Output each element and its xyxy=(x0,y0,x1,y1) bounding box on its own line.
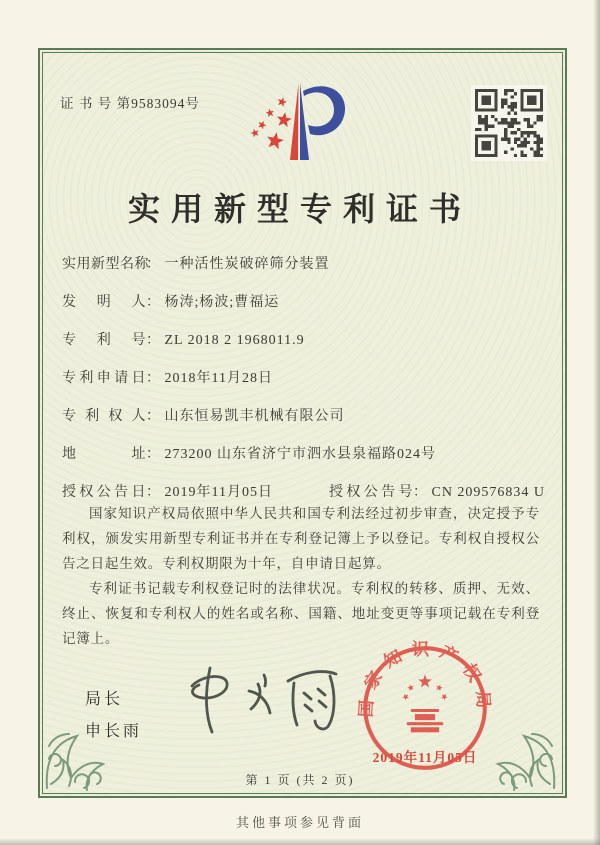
field-value: 2018年11月28日 xyxy=(164,371,273,386)
field-grant-number xyxy=(329,481,545,500)
field-utility-model-name xyxy=(62,253,544,272)
seal-arc-text: 国家知识产权局 xyxy=(356,640,494,718)
field-label: 实用新型名称 xyxy=(62,257,149,272)
field-colon: ： xyxy=(146,371,161,386)
field-patentee xyxy=(62,405,544,424)
field-colon: ： xyxy=(146,257,161,272)
field-label: 专利申请日 xyxy=(62,371,146,386)
field-colon: ： xyxy=(146,447,161,462)
field-label: 专利权人 xyxy=(62,409,146,424)
field-colon: ： xyxy=(412,485,428,500)
grant-statement: 国家知识产权局依照中华人民共和国专利法经过初步审查，决定授予专利权，颁发实用新型专利证书并在专利登记簿上予以登记。专利权自授权公告之日起生效。专利权期限为十年，自申请日起算。 xyxy=(62,506,540,571)
certificate-fields xyxy=(62,253,544,500)
national-emblem-icon xyxy=(402,675,447,733)
certificate-number: 证 书 号 第9583094号 xyxy=(60,96,200,111)
field-label: 发明人 xyxy=(62,295,146,310)
field-label: 专利号 xyxy=(62,333,146,348)
field-patent-number xyxy=(62,329,544,348)
field-label: 授权公告日 xyxy=(62,485,146,500)
officer-role: 局长 xyxy=(85,691,124,708)
field-value: CN 209576834 U xyxy=(431,485,546,500)
legal-statement: 专利证书记载专利权登记时的法律状况。专利权的转移、质押、无效、终止、恢复和专利权人的姓名或名称、国籍、地址变更等事项记载在专利登记簿上。 xyxy=(62,580,540,646)
field-grant-date xyxy=(62,481,273,500)
field-label: 地址 xyxy=(62,447,146,462)
page-number: 第 1 页 (共 2 页) xyxy=(245,773,355,787)
field-colon: ： xyxy=(146,485,161,500)
field-value: 273200 山东省济宁市泗水县泉福路024号 xyxy=(164,447,436,462)
field-value: 杨涛;杨波;曹福运 xyxy=(164,295,280,310)
field-label: 授权公告号 xyxy=(328,485,413,500)
seal-date: 2019年11月05日 xyxy=(372,750,478,765)
field-address xyxy=(62,443,544,462)
field-filing-date xyxy=(62,367,544,386)
back-note: 其他事项参见背面 xyxy=(235,815,364,830)
certificate-body xyxy=(62,502,540,652)
field-value: 一种活性炭破碎筛分装置 xyxy=(164,257,330,272)
cnipa-logo-icon xyxy=(230,70,370,182)
scan-edge xyxy=(593,0,600,845)
field-colon: ： xyxy=(146,409,161,424)
field-grant-row xyxy=(62,481,544,500)
field-value: ZL 2018 2 1968011.9 xyxy=(164,333,305,348)
scan-edge xyxy=(0,838,600,845)
officer-block xyxy=(85,684,142,748)
officer-name: 申长雨 xyxy=(85,723,143,740)
field-colon: ： xyxy=(146,333,161,348)
field-value: 山东恒易凯丰机械有限公司 xyxy=(164,409,345,424)
commissioner-signature xyxy=(172,652,357,757)
certificate-title: 实用新型专利证书 xyxy=(127,191,472,227)
field-value: 2019年11月05日 xyxy=(164,485,273,500)
field-colon: ： xyxy=(146,295,161,310)
qr-code xyxy=(471,85,547,161)
field-inventors xyxy=(62,291,544,310)
